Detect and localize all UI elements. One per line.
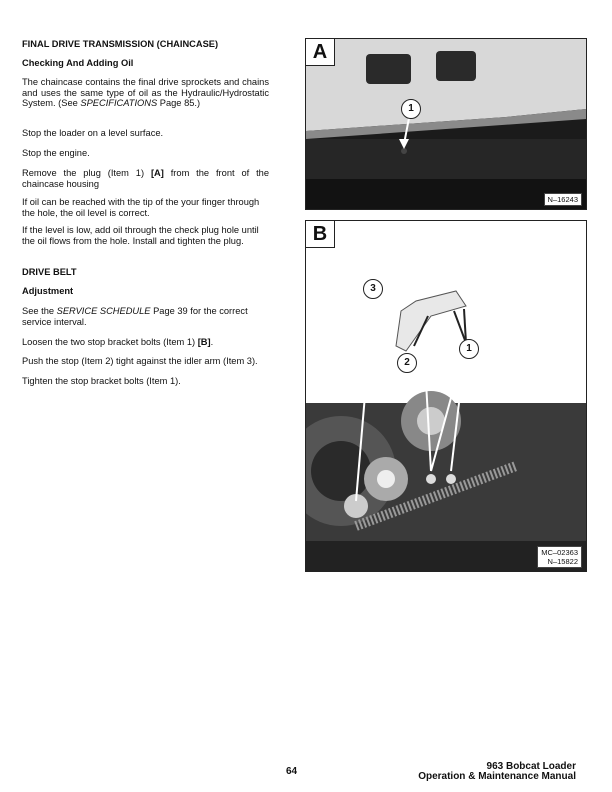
figure-b-label: B: [306, 221, 335, 248]
figure-b-code-1: MC–02363: [541, 548, 578, 557]
paragraph-add-oil: If the level is low, add oil through the check plug hole until the oil flows from the hole. Install and tighten the plug.: [22, 225, 259, 246]
chaincase-photo-illustration: [306, 39, 586, 209]
paragraph-remove-plug: Remove the plug (Item 1) [A] from the front of the chaincase housing: [22, 168, 270, 189]
figure-a-chaincase-photo: [305, 38, 587, 210]
figure-a-code: N–16243: [544, 193, 582, 206]
callout-item-2: 2: [397, 353, 417, 373]
figure-b-drive-belt-photo: [305, 220, 587, 572]
figure-b-code: [537, 546, 582, 568]
paragraph-loosen-bolts: Loosen the two stop bracket bolts (Item 1) [B].: [22, 337, 214, 347]
subsection-title-checking-oil: Checking And Adding Oil: [22, 58, 134, 68]
footer-title-line2: Operation & Maintenance Manual: [418, 771, 576, 782]
footer-title: [418, 762, 576, 782]
paragraph-tighten-bolts: Tighten the stop bracket bolts (Item 1).: [22, 376, 181, 386]
paragraph-push-stop: Push the stop (Item 2) tight against the idler arm (Item 3).: [22, 356, 258, 366]
callout-item-1: 1: [459, 339, 479, 359]
callout-item-3: 3: [363, 279, 383, 299]
callout-item-1: 1: [401, 99, 421, 119]
section-title-drive-belt: DRIVE BELT: [22, 267, 77, 277]
figure-a-label: A: [306, 39, 335, 66]
paragraph-oil-level-correct: If oil can be reached with the tip of the your finger through the hole, the oil level is correct.: [22, 197, 260, 218]
figure-b-code-2: N–15822: [547, 557, 578, 566]
paragraph-stop-engine: Stop the engine.: [22, 148, 90, 158]
paragraph-service-schedule: See the SERVICE SCHEDULE Page 39 for the correct service interval.: [22, 306, 248, 327]
drive-belt-photo-illustration: [306, 221, 586, 571]
page-number: 64: [286, 766, 298, 777]
paragraph-stop-loader: Stop the loader on a level surface.: [22, 128, 164, 138]
subsection-title-adjustment: Adjustment: [22, 286, 74, 296]
footer-title-line1: 963 Bobcat Loader: [486, 761, 576, 772]
section-title-final-drive: FINAL DRIVE TRANSMISSION (CHAINCASE): [22, 39, 219, 49]
paragraph-chaincase: The chaincase contains the final drive sprockets and chains and uses the same type of oil as the Hydraulic/Hydrostatic System. (See SPECIFICATIONS Page 85.): [22, 77, 269, 109]
